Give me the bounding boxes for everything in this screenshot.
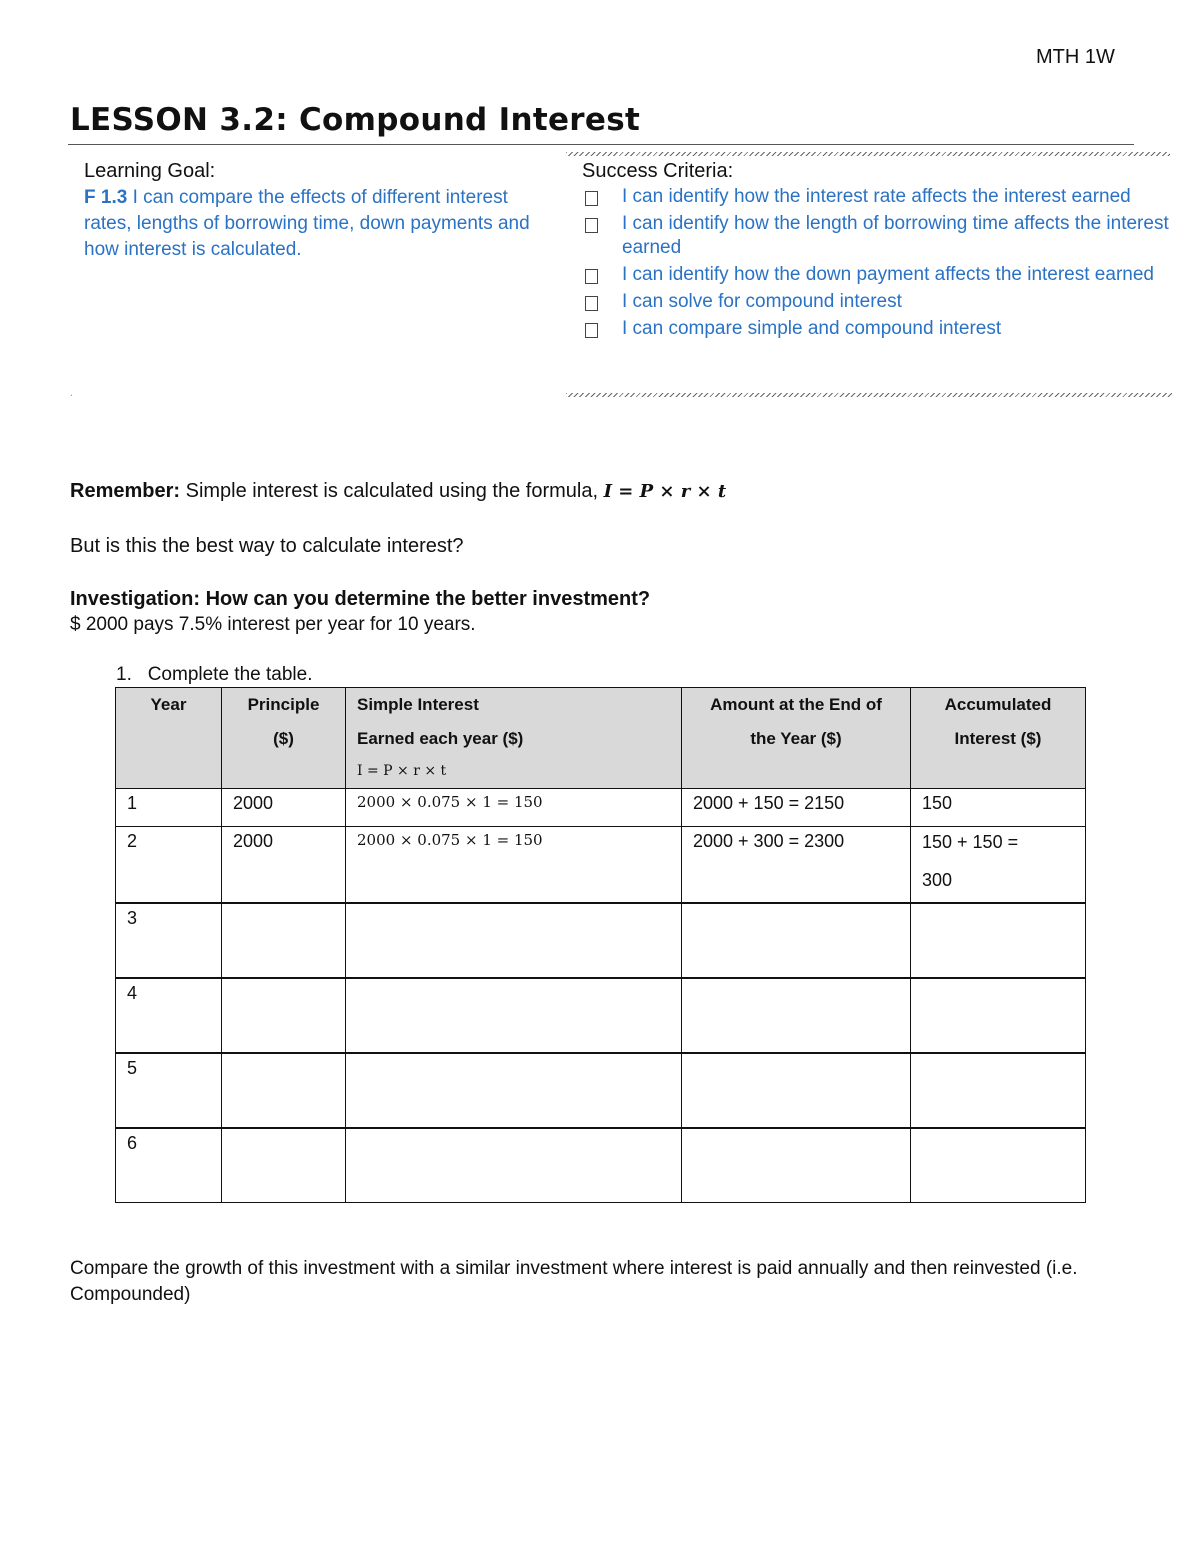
criteria-item (582, 212, 1172, 260)
cell-amount[interactable] (682, 978, 911, 1053)
cell-amount[interactable] (682, 1128, 911, 1203)
cell-accumulated[interactable]: 150 (911, 789, 1086, 827)
checkbox-icon[interactable] (585, 218, 598, 233)
cell-accumulated[interactable] (911, 1128, 1086, 1203)
cell-year: 1 (116, 789, 222, 827)
checkbox-icon[interactable] (585, 323, 598, 338)
cell-simple-interest[interactable] (346, 978, 682, 1053)
table-row (116, 1053, 1086, 1128)
criteria-border-top (566, 152, 1170, 156)
remember-text: Simple interest is calculated using the formula, (180, 480, 604, 502)
compare-instruction: Compare the growth of this investment with a similar investment where interest is paid annually and then reinvested (i.e. Compounded) (70, 1258, 1078, 1305)
table-row (116, 978, 1086, 1053)
criteria-item (582, 290, 1172, 314)
criteria-item (582, 317, 1172, 341)
cell-principle[interactable] (222, 1128, 346, 1203)
table-header-row (116, 688, 1086, 789)
cell-simple-interest[interactable] (346, 1128, 682, 1203)
remember-note (70, 480, 726, 503)
cell-amount[interactable]: 2000 + 150 = 2150 (682, 789, 911, 827)
cell-principle[interactable]: 2000 (222, 789, 346, 827)
learning-goal-code: F 1.3 (84, 187, 128, 208)
criteria-text: I can identify how the interest rate affects the interest earned (622, 186, 1131, 207)
step-instruction (116, 664, 312, 686)
cell-year: 2 (116, 827, 222, 903)
step-number: 1. (116, 664, 132, 685)
header-accumulated: Accumulated Interest ($) (911, 688, 1086, 789)
criteria-text: I can identify how the length of borrowing time affects the interest earned (622, 213, 1169, 258)
question-text: But is this the best way to calculate interest? (70, 535, 464, 557)
cell-accumulated[interactable] (911, 1053, 1086, 1128)
page-title: LESSON 3.2: Compound Interest (70, 102, 641, 138)
learning-goal-statement: I can compare the effects of different interest rates, lengths of borrowing time, down payments and how interest is calculated. (84, 187, 530, 260)
cell-amount[interactable] (682, 903, 911, 978)
cell-accumulated[interactable]: 150 + 150 = 300 (911, 827, 1086, 903)
investigation-detail: $ 2000 pays 7.5% interest per year for 10 years. (70, 614, 476, 635)
criteria-item (582, 263, 1172, 287)
learning-goal-heading: Learning Goal: (84, 160, 216, 182)
learning-goal-text (84, 185, 544, 263)
criteria-text: I can compare simple and compound interest (622, 318, 1002, 339)
cell-year: 6 (116, 1128, 222, 1203)
header-year: Year (116, 688, 222, 789)
cell-principle[interactable] (222, 1053, 346, 1128)
table-row (116, 903, 1086, 978)
cell-simple-interest[interactable] (346, 903, 682, 978)
checkbox-icon[interactable] (585, 296, 598, 311)
cell-accumulated[interactable] (911, 903, 1086, 978)
checkbox-icon[interactable] (585, 269, 598, 284)
criteria-text: I can identify how the down payment affects the interest earned (622, 264, 1154, 285)
step-text: Complete the table. (147, 664, 313, 685)
learning-goal-box (84, 160, 544, 263)
cell-principle[interactable] (222, 903, 346, 978)
interest-table (115, 687, 1086, 1203)
simple-interest-formula: I = P × r × t (603, 481, 727, 502)
cell-principle[interactable]: 2000 (222, 827, 346, 903)
cell-accumulated[interactable] (911, 978, 1086, 1053)
remember-label: Remember: (70, 480, 181, 502)
corner-mark: ˊ (70, 394, 73, 403)
table-row (116, 789, 1086, 827)
success-criteria-box (582, 160, 1172, 344)
title-divider (68, 144, 1134, 145)
investigation-heading: Investigation: How can you determine the better investment? (70, 588, 651, 610)
criteria-text: I can solve for compound interest (622, 291, 902, 312)
table-row (116, 827, 1086, 903)
header-simple-interest: Simple Interest Earned each year ($) I = P × r × t (346, 688, 682, 789)
header-amount: Amount at the End of the Year ($) (682, 688, 911, 789)
cell-amount[interactable] (682, 1053, 911, 1128)
cell-year: 5 (116, 1053, 222, 1128)
criteria-border-bottom (566, 393, 1172, 397)
cell-simple-interest[interactable] (346, 1053, 682, 1128)
success-criteria-heading: Success Criteria: (582, 160, 734, 182)
cell-simple-interest[interactable]: 2000 × 0.075 × 1 = 150 (346, 827, 682, 903)
cell-year: 3 (116, 903, 222, 978)
header-principle: Principle ($) (222, 688, 346, 789)
cell-year: 4 (116, 978, 222, 1053)
cell-principle[interactable] (222, 978, 346, 1053)
criteria-item (582, 185, 1172, 209)
course-code: MTH 1W (1036, 46, 1115, 68)
checkbox-icon[interactable] (585, 191, 598, 206)
cell-simple-interest[interactable]: 2000 × 0.075 × 1 = 150 (346, 789, 682, 827)
cell-amount[interactable]: 2000 + 300 = 2300 (682, 827, 911, 903)
table-row (116, 1128, 1086, 1203)
